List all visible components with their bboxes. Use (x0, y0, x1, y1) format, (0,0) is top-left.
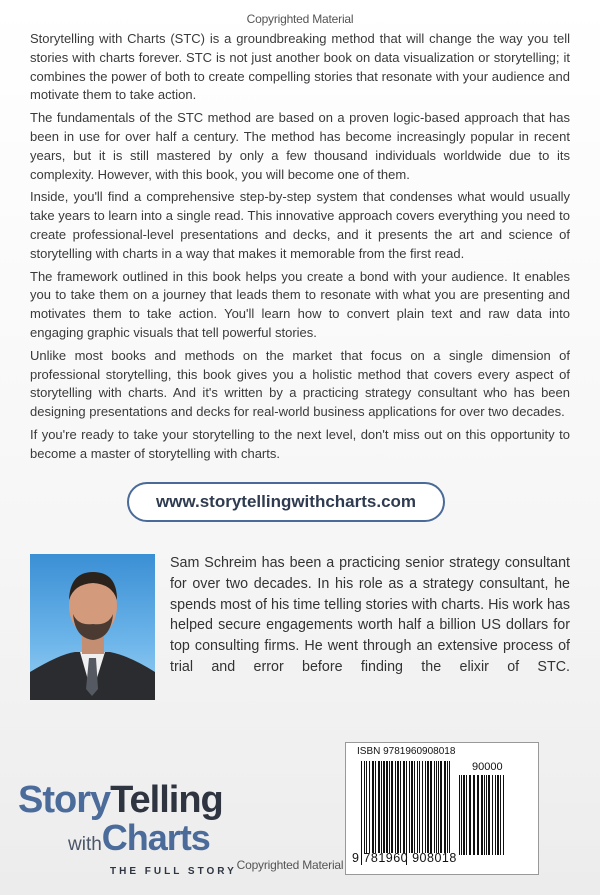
barcode-bar (369, 761, 370, 853)
barcode-bar (397, 761, 399, 853)
barcode-bar (383, 761, 385, 853)
barcode-bar (391, 761, 393, 853)
barcode-bar (378, 761, 380, 853)
back-cover-blurb (30, 30, 570, 522)
barcode-bar (495, 775, 496, 855)
barcode-bar (466, 775, 467, 855)
barcode-bar (364, 761, 365, 853)
barcode-bar (473, 775, 475, 855)
barcode-bar (481, 775, 483, 855)
barcode-bar (386, 761, 388, 853)
barcode-bar (417, 761, 418, 853)
barcode-bar (381, 761, 382, 853)
barcode-bar (461, 775, 462, 855)
isbn-barcode (345, 742, 539, 875)
isbn-label: ISBN 9781960908018 (357, 746, 456, 757)
barcode-bar (459, 775, 460, 855)
paragraph: The framework outlined in this book helps you create a bond with your audience. It enables you to take them on a journey that leads them to resonate with what you are presenting and motivates them to take action. You'll learn how to convert plain text and raw data into engaging graphic visuals that tell powerful stories. (30, 268, 570, 340)
logo-with: with (68, 834, 102, 855)
barcode-bar (400, 761, 401, 853)
barcode-bar (469, 775, 471, 855)
barcode-digits: 9 781960 908018 (352, 851, 457, 865)
barcode-bar (497, 775, 499, 855)
logo-telling: Telling (110, 779, 223, 821)
barcode-bar (403, 761, 405, 853)
logo-charts: Charts (101, 817, 210, 858)
barcode-bar (427, 761, 429, 853)
paragraph: The fundamentals of the STC method are based on a proven logic-based approach that has been in use for over half a century. The method has become increasingly popular in recent years, but it is still mastered by only a few thousand individuals worldwide due to its complexity. However, with this book, you will become one of them. (30, 110, 570, 182)
barcode-bar (449, 761, 450, 853)
barcode-bar (444, 761, 446, 853)
barcode-bar (503, 775, 504, 855)
barcode-bar (447, 761, 448, 853)
barcode-bar (389, 761, 390, 853)
barcode-bar (419, 761, 420, 853)
barcode-bar (430, 761, 432, 853)
barcode-bar (492, 775, 493, 855)
barcode-bar (477, 775, 479, 855)
barcode-bar (463, 775, 465, 855)
logo-story: Story (18, 779, 111, 821)
barcode-bar (366, 761, 367, 853)
copyright-watermark: Copyrighted Material (246, 12, 354, 26)
barcode-bar (438, 761, 439, 853)
website-link[interactable]: www.storytellingwithcharts.com (127, 482, 445, 522)
barcode-bar (436, 761, 437, 853)
barcode-bar (414, 761, 415, 853)
barcode-bar (361, 761, 362, 865)
author-photo (30, 554, 155, 700)
barcode-bar (484, 775, 485, 855)
barcode-bar (425, 761, 426, 853)
addon-code: 90000 (472, 761, 503, 773)
logo-tagline: THE FULL STORY (110, 866, 237, 877)
barcode-bar (488, 775, 490, 855)
barcode-bar (486, 775, 487, 855)
barcode-bar (440, 761, 442, 853)
paragraph: Inside, you'll find a comprehensive step-by-step system that condenses what would usually take years to learn into a single read. This innovative approach covers everything you need to create professional-level presentations and decks, and it presents the art and science of storytelling with charts in a way that makes it memorable from the first read. (30, 189, 570, 261)
barcode-bar (500, 775, 501, 855)
paragraph: Unlike most books and methods on the market that focus on a single dimension of professional storytelling, this book gives you a holistic method that covers every aspect of storytelling with charts. And it's written by a practicing strategy consultant who has been designing presentations and decks for real-world business applications for over two decades. (30, 347, 570, 420)
barcode-bar (406, 761, 407, 865)
barcode-bar (422, 761, 423, 853)
barcode-bar (434, 761, 435, 853)
copyright-watermark: Copyrighted Material (236, 858, 344, 872)
barcode-bar (411, 761, 413, 853)
barcode-bar (395, 761, 396, 853)
barcode-bar (372, 761, 374, 853)
paragraph: Storytelling with Charts (STC) is a groundbreaking method that will change the way you tell stories with charts forever. STC is not just another book on data visualization or storytelling; it combines the power of both to create compelling stories that resonate with your audience and motivate them to take action. (30, 31, 570, 103)
paragraph: If you're ready to take your storytelling to the next level, don't miss out on this opportunity to become a master of storytelling with charts. (30, 426, 570, 461)
barcode-bar (375, 761, 376, 853)
author-bio: Sam Schreim has been a practicing senior strategy consultant for over two decades. In his role as a strategy consultant, he spends most of his time telling stories with charts. His work has helped secure engagements worth half a billion US dollars for top consulting firms. He went through an extensive process of trial and error before finding the elixir of STC. (170, 555, 570, 675)
barcode-bar (409, 761, 410, 853)
